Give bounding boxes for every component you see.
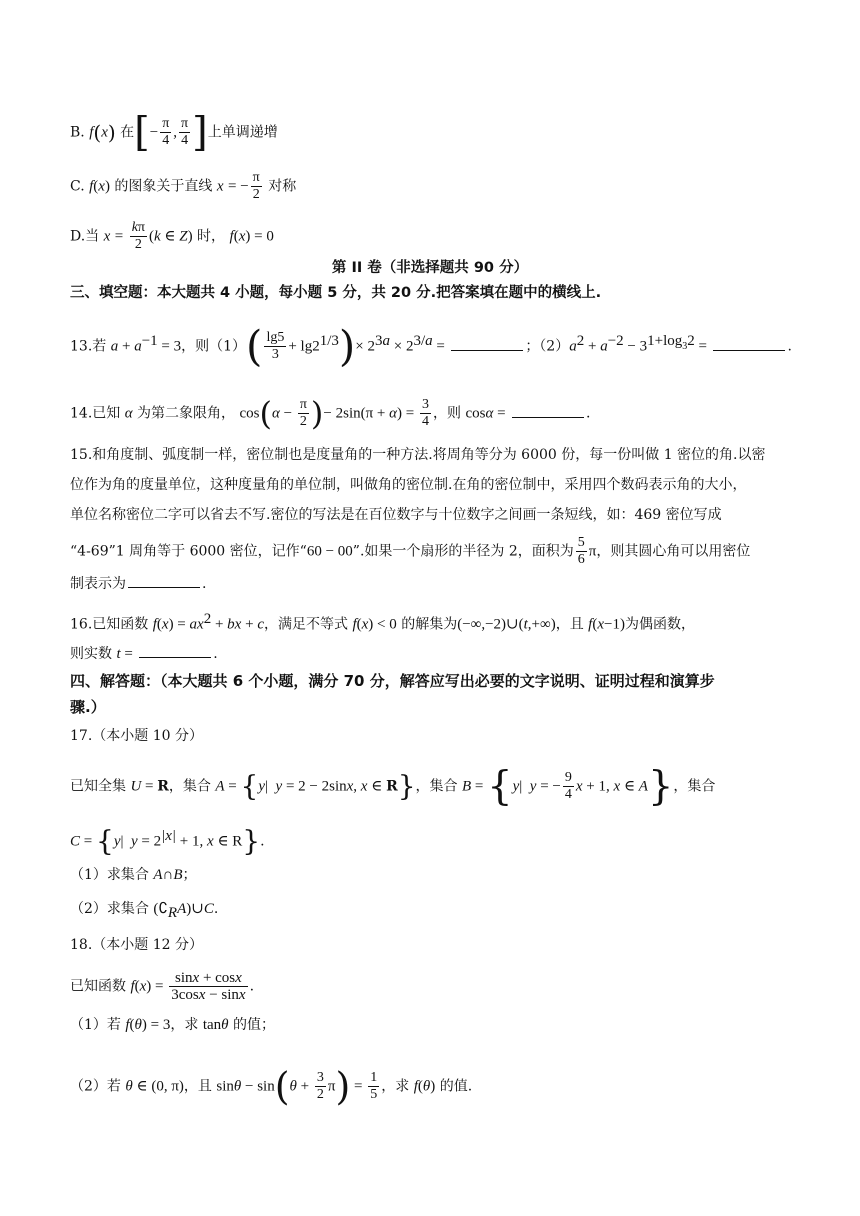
- question-15-line-5: 制表示为 .: [70, 573, 800, 594]
- section3-heading: 三、填空题：本大题共 4 小题，每小题 5 分，共 20 分.把答案填在题中的横线上.: [70, 285, 602, 301]
- question-15: [70, 440, 794, 530]
- question-18-part-2: （2）若 θ ∈ (0, π)，且 sinθ − sin(θ + $\frac{3}{2}$ π) = $\frac{1}{5}$ ，求 f(θ) 的值.: [70, 1064, 473, 1109]
- question-18-part-1: （1）若 f(θ) = 3，求 tanθ 的值；: [70, 1017, 275, 1033]
- question-17-line-1: 已知全集 U = R，集合 A = {y| y = 2 − 2sinx, x ∈ R}，集合 B = {y| y = − $\frac{9}{4}$ x + 1, x ∈ A}，集合: [70, 763, 716, 810]
- section4-heading-line-1: 四、解答题：（本大题共 6 个小题，满分 70 分，解答应写出必要的文字说明、证明过程和演算步: [70, 672, 715, 690]
- question-15-line-4: “4-69”1 周角等于 6000 密位，记作“60 − 00”.如果一个扇形的半径为 2，面积为 $\frac{5}{6}$ π，则其圆心角可以用密位: [70, 535, 751, 567]
- question-16-line-2: 则实数 t = .: [70, 643, 800, 664]
- option-d: D.当 x = $\frac{k\pi}{2}$ (k ∈ Z) 时， f(x) = 0: [70, 220, 274, 252]
- question-17-part-2: （2）求集合 $(∁_RA)\cup C$.: [70, 901, 219, 921]
- question-18-line-1: 已知函数 f(x) = $\frac{\sin x + \cos x}{3\cos x - \sin x}$ .: [70, 970, 255, 1003]
- question-14: 14.已知 α 为第二象限角， cos(α − $\frac{\pi}{2}$ )− 2sin(π + α) = $\frac{3}{4}$ ，则 cosα = .: [70, 394, 591, 433]
- question-17-line-2: C = {y| $y = 2^{|x|} + 1$, x ∈ R}.: [70, 824, 265, 858]
- section2-title: 第 II 卷（非选择题共 90 分）: [331, 260, 529, 276]
- section4-heading-line-2: 骤.）: [70, 698, 106, 716]
- question-15-line-2: 位作为角的度量单位，这种度量角的单位制，叫做角的密位制.在角的密位制中，采用四个数码表示角的大小，: [70, 477, 747, 493]
- question-16-line-1: 16.已知函数 $f(x) = ax^2$ + bx + c，满足不等式 f(x) < 0 的解集为(−∞,−2)∪(t,+∞)，且 f(x−1)为偶函数，: [70, 611, 695, 633]
- option-c: C. f(x) 的图象关于直线 x = − $\frac{\pi}{2}$ 对称: [70, 170, 297, 202]
- question-17-part-1: （1）求集合 A∩B；: [70, 867, 197, 883]
- option-b: B. f(x) 在[− $\frac{\pi}{4}$ , $\frac{\pi}{4}$ ]上单调递增: [70, 109, 278, 156]
- question-15-line-3: 单位名称密位二字可以省去不写.密位的写法是在百位数字与十位数字之间画一条短线，如：469 密位写成: [70, 507, 722, 523]
- question-17-title: 17.（本小题 10 分）: [70, 728, 203, 744]
- question-13: 13.若 $a + a^{-1} = 3$，则（1）( $\frac{\lg 5}{3}$ + $\lg 2^{1/3})\times 2^{3a} \times 2^{3/a}$ = ；$(2)a^2 + a^{-2} - 3^{1+log_32}$ = .: [70, 321, 792, 371]
- question-18-title: 18.（本小题 12 分）: [70, 937, 203, 953]
- question-15-line-1: 15.和角度制、弧度制一样，密位制也是度量角的一种方法.将周角等分为 6000 份，每一份叫做 1 密位的角.以密: [70, 447, 766, 463]
